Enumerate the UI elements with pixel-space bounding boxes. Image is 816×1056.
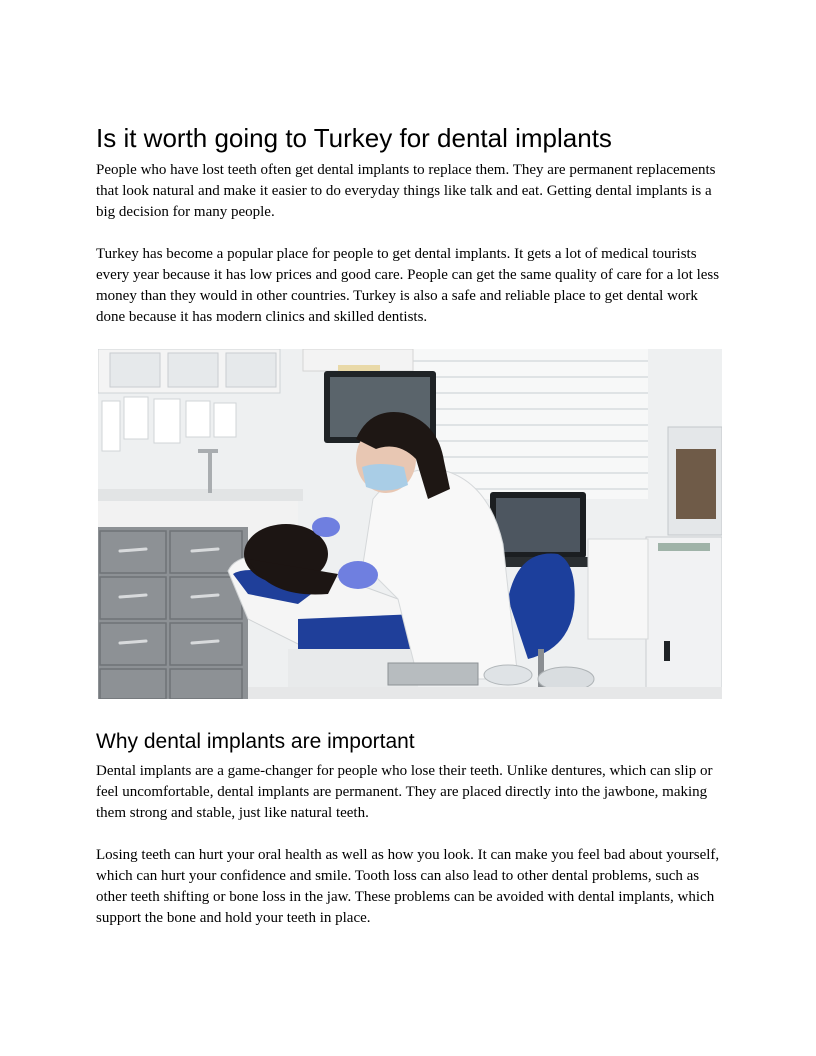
dental-clinic-illustration [98,349,722,699]
section-paragraph: Dental implants are a game-changer for people who lose their teeth. Unlike dentures, which can slip or feel uncomfortable, dental implants are permanent. They are placed directly into the jawbone, making them strong and stable, just like natural teeth. [96,763,713,821]
section-paragraph: Losing teeth can hurt your oral health as well as how you look. It can make you feel bad about yourself, which can hurt your confidence and smile. Tooth loss can also lead to other dental problems, such as other teeth shifting or bone loss in the jaw. These problems can be avoided with dental implants, which support the bone and hold your teeth in place. [96,847,720,926]
section-heading: Why dental implants are important [96,730,415,753]
intro-paragraph: Turkey has become a popular place for people to get dental implants. It gets a lot of medical tourists every year because it has low prices and good care. People can get the same quality of care for a lot less money than they would in other countries. Turkey is also a safe and reliable place to get dental work done because it has modern clinics and skilled dentists. [96,246,720,325]
article-title: Is it worth going to Turkey for dental implants [96,123,612,153]
dental-clinic-photo [98,349,722,699]
intro-paragraph: People who have lost teeth often get dental implants to replace them. They are permanent replacements that look natural and make it easier to do everyday things like talk and eat. Getting dental implants is a big decision for many people. [96,162,716,220]
article-body [96,118,722,950]
